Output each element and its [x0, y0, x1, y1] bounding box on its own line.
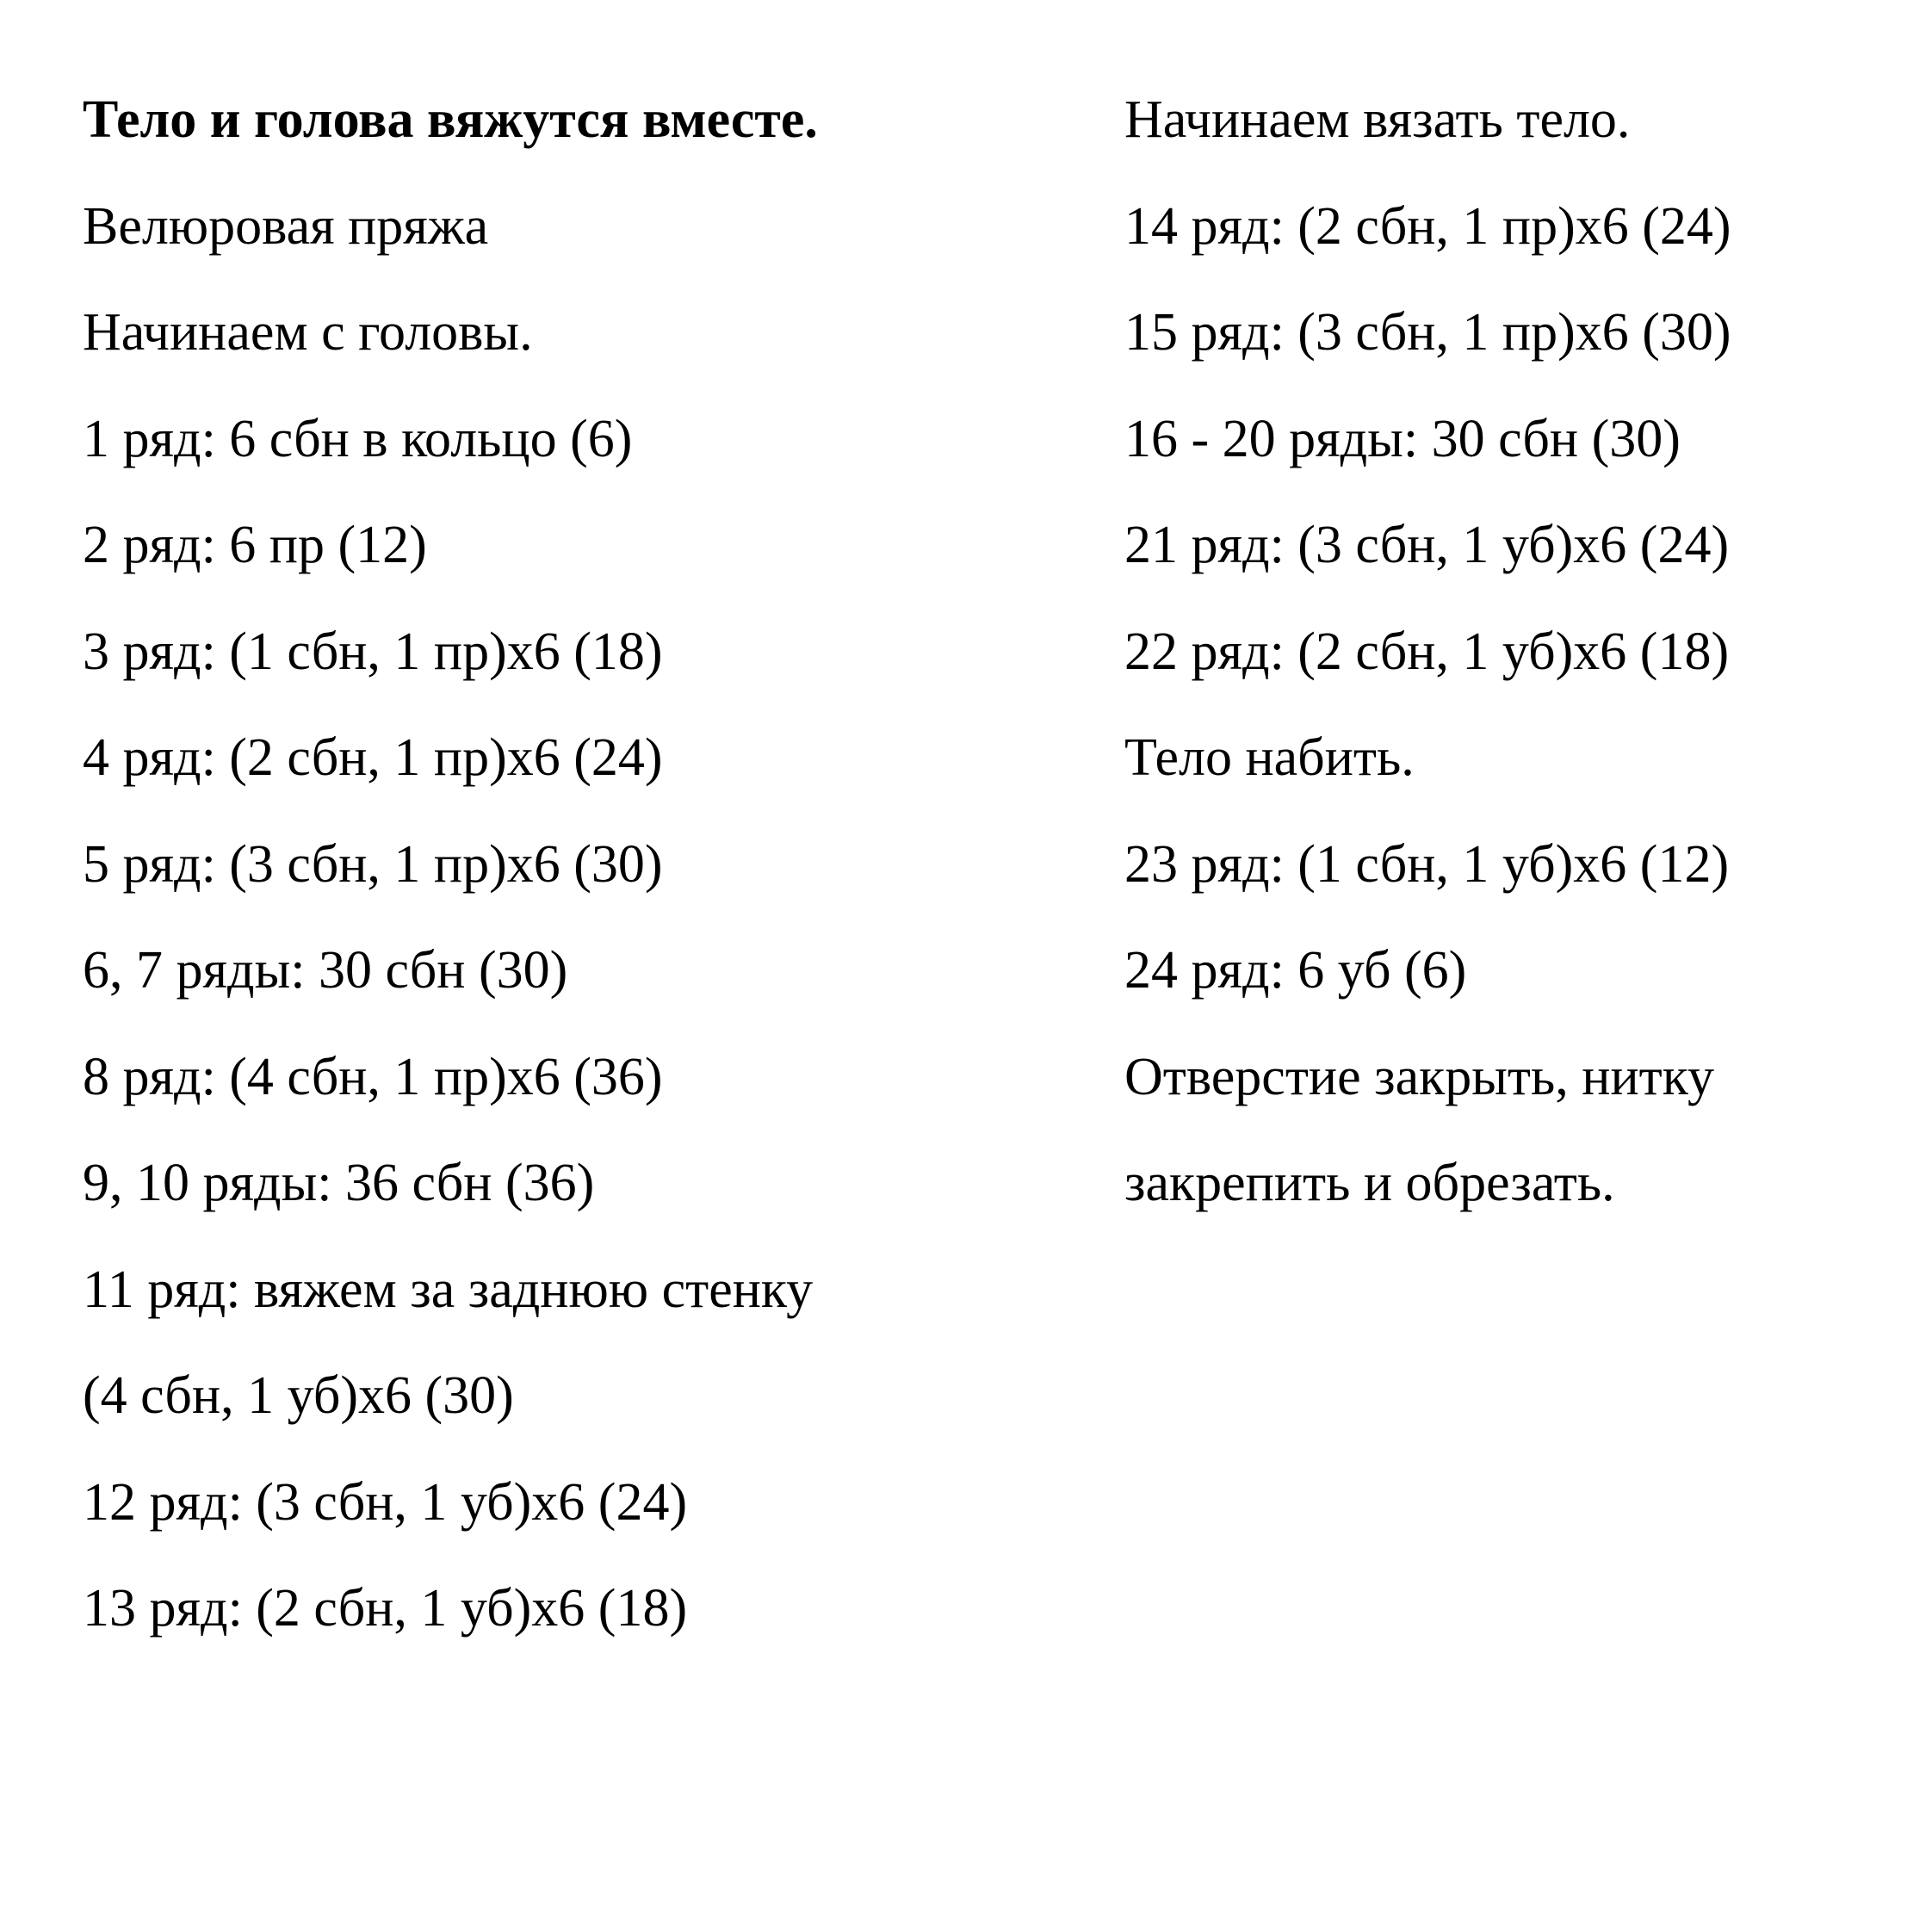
left-column: [83, 67, 1064, 1663]
text-line: 23 ряд: (1 сбн, 1 уб)х6 (12): [1124, 834, 1730, 894]
text-line: 12 ряд: (3 сбн, 1 уб)х6 (24): [83, 1472, 688, 1532]
text-line: 8 ряд: (4 сбн, 1 пр)х6 (36): [83, 1047, 663, 1106]
text-line: 24 ряд: 6 уб (6): [1124, 941, 1467, 1000]
text-line: 22 ряд: (2 сбн, 1 уб)х6 (18): [1124, 622, 1730, 681]
text-line: (4 сбн, 1 уб)х6 (30): [83, 1366, 514, 1425]
text-line: 13 ряд: (2 сбн, 1 уб)х6 (18): [83, 1579, 688, 1638]
text-line: Начинаем с головы.: [83, 303, 533, 362]
text-line: 11 ряд: вяжем за заднюю стенку: [83, 1260, 814, 1319]
text-line: 5 ряд: (3 сбн, 1 пр)х6 (30): [83, 834, 663, 894]
text-line: закрепить и обрезать.: [1124, 1154, 1615, 1212]
text-line: 2 ряд: 6 пр (12): [83, 516, 427, 574]
text-line: Начинаем вязать тело.: [1124, 90, 1631, 149]
right-column: [1124, 67, 1899, 1237]
text-line: 21 ряд: (3 сбн, 1 уб)х6 (24): [1124, 516, 1730, 574]
text-line: 15 ряд: (3 сбн, 1 пр)х6 (30): [1124, 303, 1731, 362]
text-line: 14 ряд: (2 сбн, 1 пр)х6 (24): [1124, 196, 1731, 256]
text-line: 1 ряд: 6 сбн в кольцо (6): [83, 409, 633, 468]
text-line: 4 ряд: (2 сбн, 1 пр)х6 (24): [83, 728, 663, 787]
text-line: 3 ряд: (1 сбн, 1 пр)х6 (18): [83, 622, 663, 681]
text-line: Велюровая пряжа: [83, 196, 489, 256]
text-line: 16 - 20 ряды: 30 сбн (30): [1124, 409, 1681, 468]
text-line: Отверстие закрыть, нитку: [1124, 1047, 1714, 1106]
text-line: 9, 10 ряды: 36 сбн (36): [83, 1154, 595, 1212]
text-line: 6, 7 ряды: 30 сбн (30): [83, 941, 568, 1000]
heading-line: Тело и голова вяжутся вместе.: [83, 90, 818, 149]
text-line: Тело набить.: [1124, 728, 1415, 787]
